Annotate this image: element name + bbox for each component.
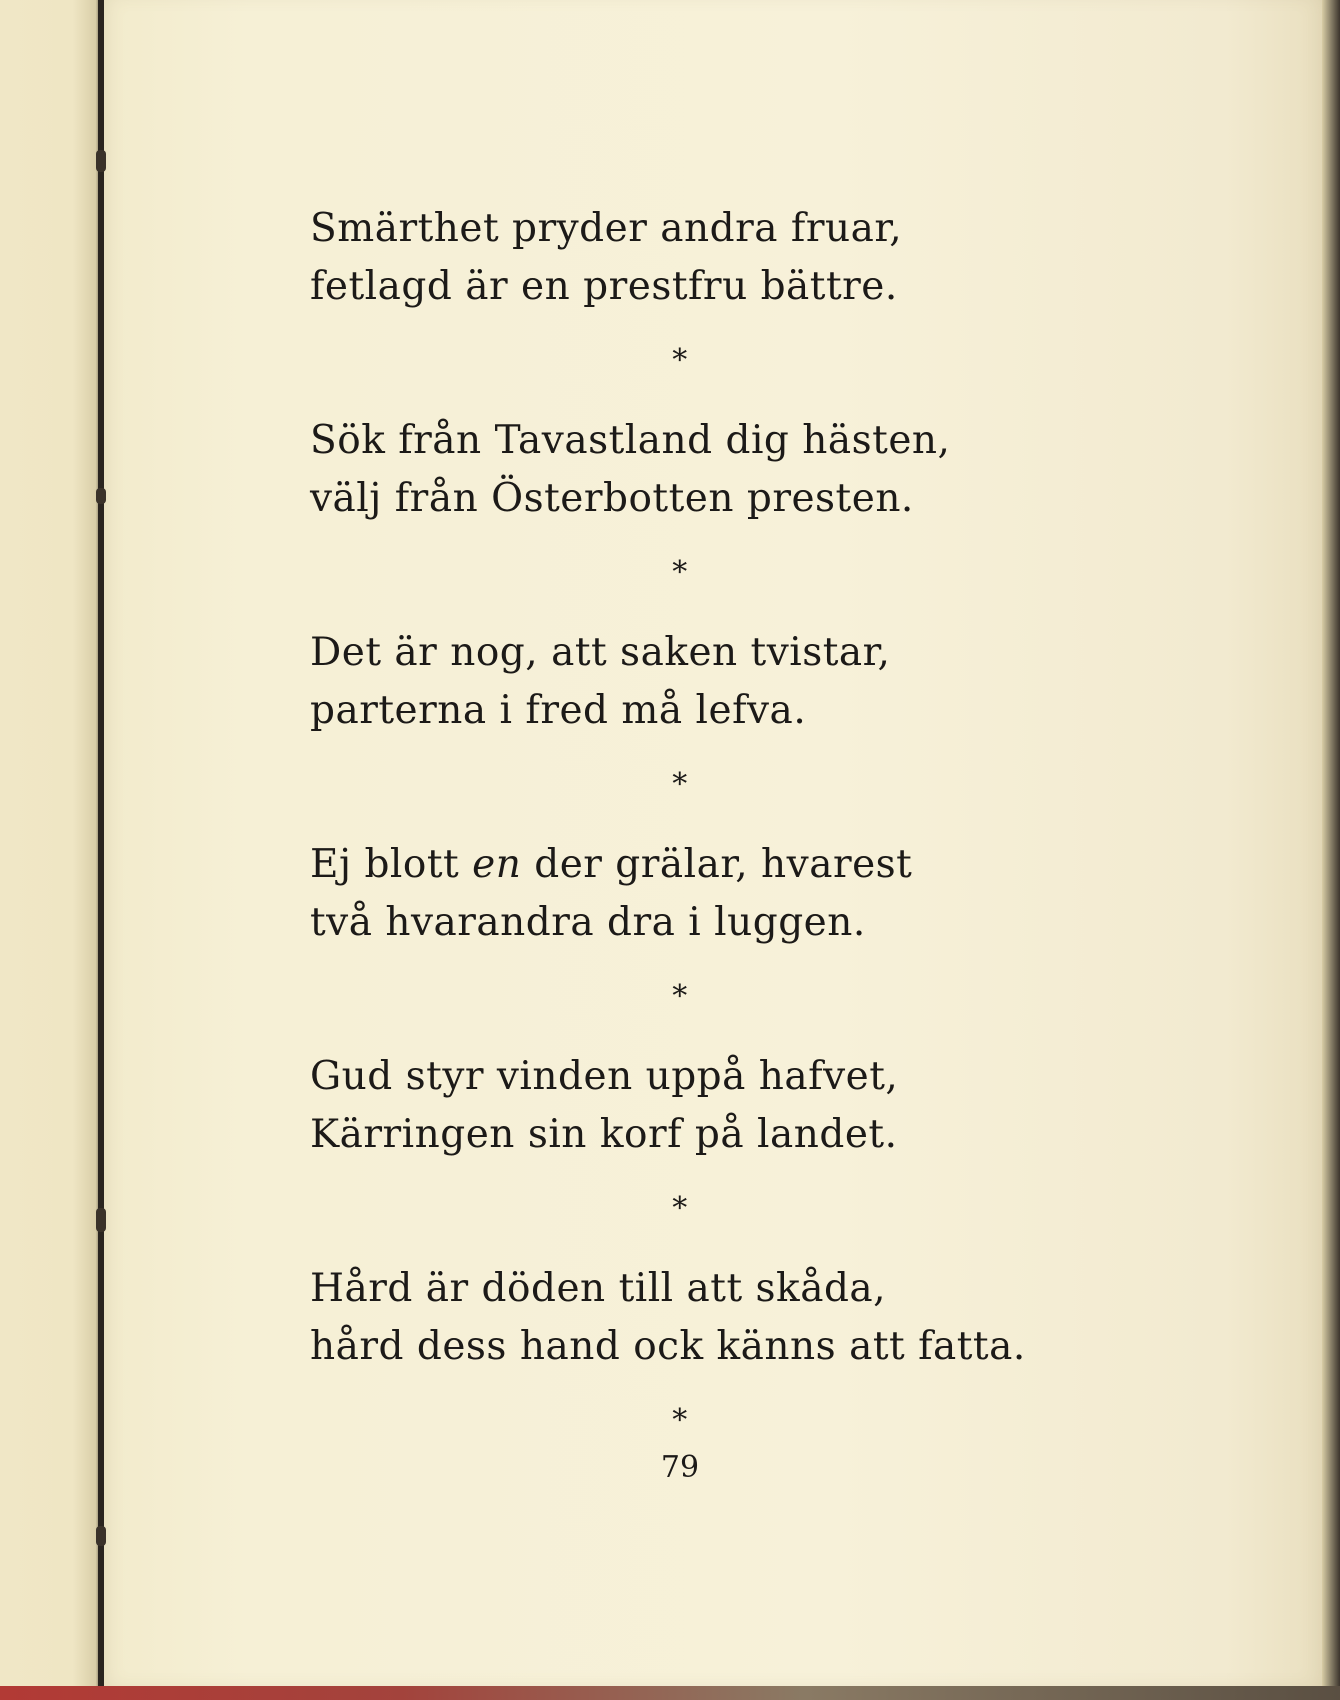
- stanza: [310, 1048, 1070, 1164]
- binding-stitch: [96, 1208, 106, 1232]
- stanza-separator: *: [672, 1191, 688, 1226]
- verse-line: Hård är döden till att skåda,: [310, 1266, 887, 1311]
- page-edge: [1322, 0, 1340, 1700]
- verse-line: Smärthet pryder andra fruar,: [310, 206, 903, 251]
- verse-fragment: der grälar, hvarest: [521, 842, 913, 887]
- gutter-edge: [98, 0, 104, 1700]
- verse-fragment: Ej blott: [310, 842, 473, 887]
- stanza-separator: *: [672, 1403, 688, 1438]
- stanza-separator: *: [672, 767, 688, 802]
- verse-line: parterna i fred må lefva.: [310, 688, 807, 733]
- poem-text: [310, 200, 1070, 1472]
- book-spine: [0, 0, 104, 1700]
- verse-line: Gud styr vinden uppå hafvet,: [310, 1054, 899, 1099]
- verse-line: [310, 836, 1070, 894]
- stanza: [310, 624, 1070, 740]
- binding-stitch: [96, 488, 106, 504]
- page-number: [0, 1450, 1340, 1485]
- stanza-separator: *: [672, 979, 688, 1014]
- cover-edge: [0, 1686, 1340, 1700]
- stanza-separator: *: [672, 343, 688, 378]
- page-number-text: 79: [660, 1450, 700, 1485]
- binding-stitch: [96, 150, 106, 172]
- verse-line: Sök från Tavastland dig hästen,: [310, 418, 951, 463]
- stanza: [310, 412, 1070, 528]
- stanza: [310, 836, 1070, 952]
- verse-line: Det är nog, att saken tvistar,: [310, 630, 891, 675]
- stanza-separator: *: [672, 555, 688, 590]
- verse-line: fetlagd är en prestfru bättre.: [310, 264, 898, 309]
- verse-line: Kärringen sin korf på landet.: [310, 1112, 898, 1157]
- stanza: [310, 200, 1070, 316]
- binding-stitch: [96, 1526, 106, 1546]
- verse-line: hård dess hand ock känns att fatta.: [310, 1324, 1026, 1369]
- stanza: [310, 1260, 1070, 1376]
- verse-fragment-italic: en: [472, 842, 522, 887]
- verse-line: två hvarandra dra i luggen.: [310, 900, 866, 945]
- verse-line: välj från Österbotten presten.: [310, 476, 914, 521]
